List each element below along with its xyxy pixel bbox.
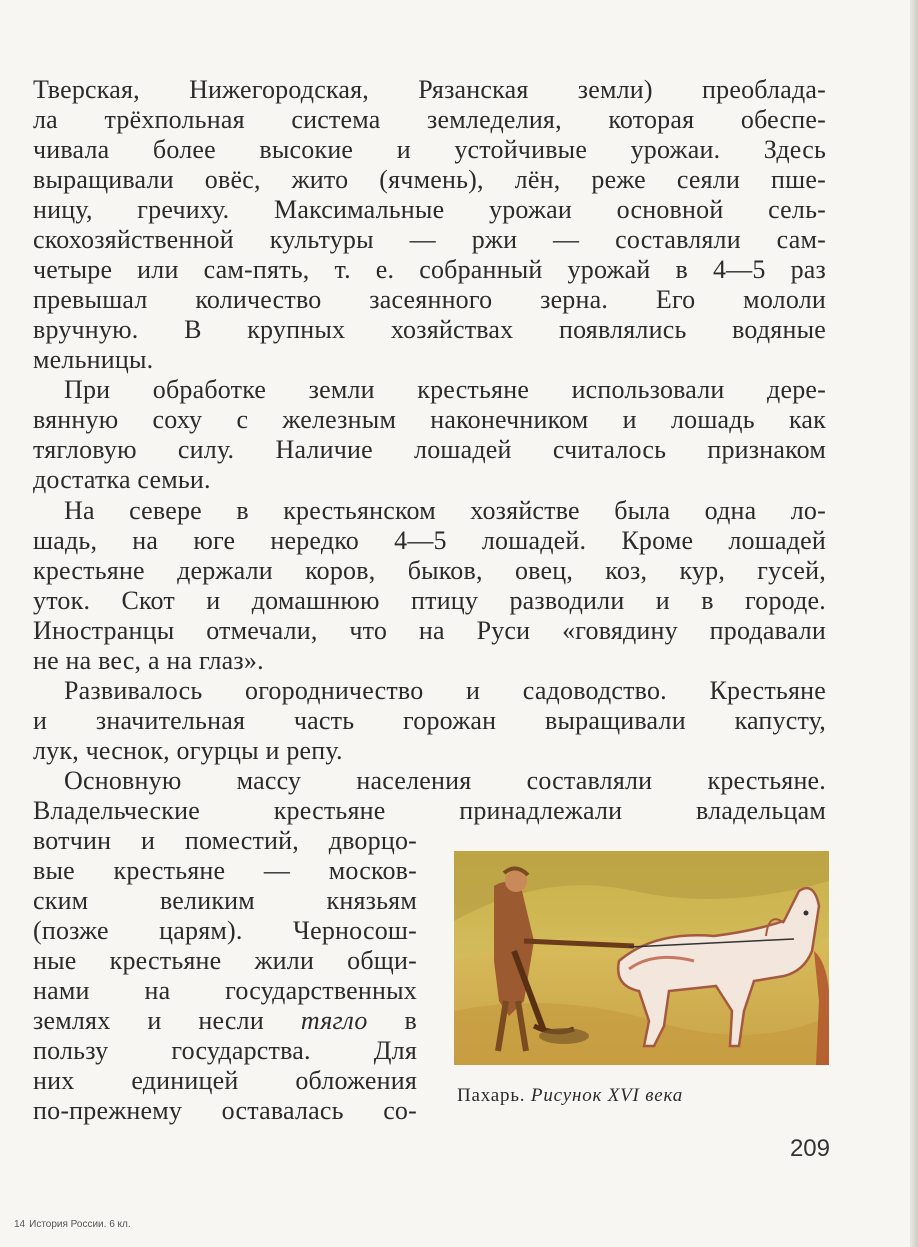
text-line: чивала более высокие и устойчивые урожаи. Здесь [33, 135, 826, 164]
text-line: по-прежнему оставалась со- [33, 1096, 417, 1125]
text-line: вотчин и поместий, дворцо- [33, 826, 417, 855]
text-line: крестьяне держали коров, быков, овец, коз, кур, гусей, [33, 556, 826, 585]
text-line: Иностранцы отмечали, что на Руси «говядину продавали [33, 616, 826, 645]
signature-text: История России. 6 кл. [29, 1219, 131, 1230]
printer-signature [14, 1219, 131, 1230]
text-line: мельницы. [33, 345, 154, 374]
text-line: ла трёхпольная система земледелия, которая обеспе- [33, 105, 826, 134]
ploughman-illustration [454, 851, 829, 1065]
text-line: достатка семьи. [33, 465, 211, 494]
text-line: скохозяйственной культуры — ржи — составляли сам- [33, 225, 826, 254]
text-line: вые крестьяне — москов- [33, 856, 417, 885]
text-line: выращивали овёс, жито (ячмень), лён, реже сеяли пше- [33, 165, 826, 194]
text-line: Тверская, Нижегородская, Рязанская земли) преоблада- [33, 75, 826, 104]
text-line: При обработке земли крестьяне использовали дере- [64, 375, 826, 404]
page-number: 209 [789, 1135, 830, 1162]
text-line: и значительная часть горожан выращивали капусту, [33, 706, 826, 735]
text-line: тягловую силу. Наличие лошадей считалось признаком [33, 435, 826, 464]
term-tyaglo: тягло [300, 1006, 368, 1035]
text-line: ные крестьяне жили общи- [33, 946, 417, 975]
text-fragment: в [367, 1006, 417, 1035]
text-line: них единицей обложения [33, 1066, 417, 1095]
text-line: уток. Скот и домашнюю птицу разводили и в городе. [33, 586, 826, 615]
text-line: На севере в крестьянском хозяйстве была одна ло- [64, 496, 826, 525]
text-line: шадь, на юге нередко 4—5 лошадей. Кроме лошадей [33, 526, 826, 555]
text-line: превышал количество засеянного зерна. Его мололи [33, 285, 826, 314]
text-line: Владельческие крестьяне принадлежали владельцам [33, 796, 826, 825]
text-fragment: землях и несли [33, 1006, 301, 1035]
text-line: вручную. В крупных хозяйствах появлялись водяные [33, 315, 826, 344]
caption-source: Рисунок XVI века [530, 1085, 684, 1106]
figure-caption [457, 1085, 683, 1107]
ploughman-drawing [454, 851, 829, 1065]
text-line: (позже царям). Черносош- [33, 916, 417, 945]
text-line: вянную соху с железным наконечником и лошадь как [33, 405, 826, 434]
page-edge [910, 0, 918, 1247]
text-line [33, 1006, 417, 1036]
caption-title: Пахарь. [457, 1085, 526, 1106]
text-line: нами на государственных [33, 976, 417, 1005]
text-line: лук, чеснок, огурцы и репу. [33, 736, 343, 765]
text-line: Развивалось огородничество и садоводство. Крестьяне [64, 676, 826, 705]
text-line: не на вес, а на глаз». [33, 646, 264, 675]
text-line: ницу, гречиху. Максимальные урожаи основной сель- [33, 195, 826, 224]
text-line: ским великим князьям [33, 886, 417, 915]
text-line: пользу государства. Для [33, 1036, 417, 1065]
text-line: Основную массу населения составляли крестьяне. [64, 766, 826, 795]
signature-number: 14 [14, 1219, 26, 1230]
text-line: четыре или сам-пять, т. е. собранный урожай в 4—5 раз [33, 255, 826, 284]
